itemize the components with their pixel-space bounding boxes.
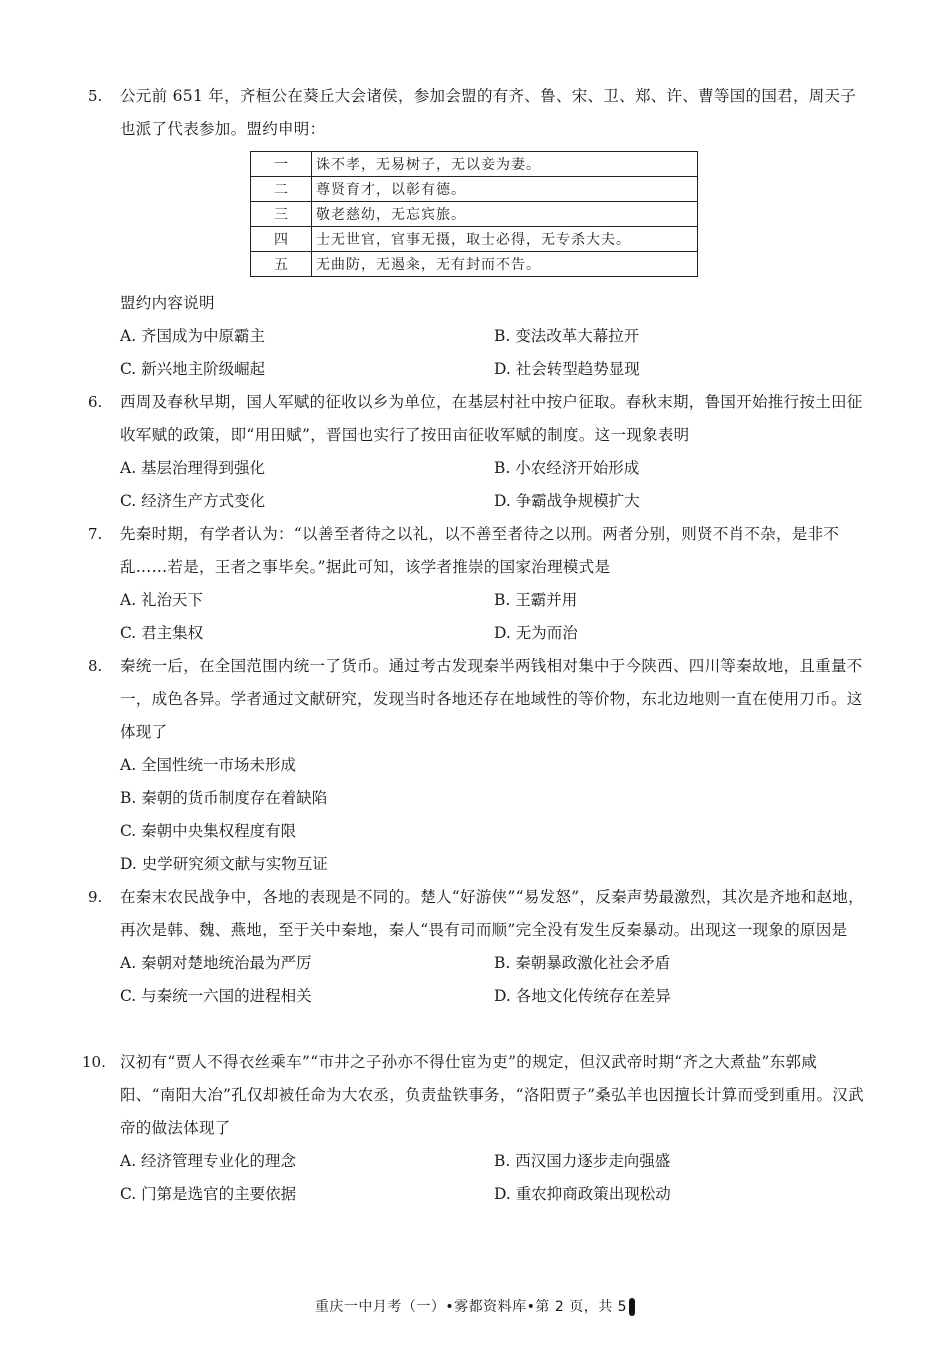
question-number: 9. bbox=[88, 888, 103, 906]
option-a[interactable]: A. 全国性统一市场未形成 bbox=[120, 756, 297, 774]
option-b[interactable]: B. 西汉国力逐步走向强盛 bbox=[494, 1152, 671, 1170]
table-row: 四 士无世官，官事无摄，取士必得，无专杀大夫。 bbox=[251, 227, 698, 252]
question-6 bbox=[88, 386, 868, 518]
option-c[interactable]: C. 君主集权 bbox=[120, 624, 204, 642]
question-number: 10. bbox=[82, 1053, 106, 1071]
option-c[interactable]: C. 与秦统一六国的进程相关 bbox=[120, 987, 312, 1005]
option-c[interactable]: C. 秦朝中央集权程度有限 bbox=[120, 822, 297, 840]
option-d[interactable]: D. 史学研究须文献与实物互证 bbox=[120, 855, 328, 873]
option-b[interactable]: B. 秦朝的货币制度存在着缺陷 bbox=[120, 789, 328, 807]
footer-text: 重庆一中月考（一）•雾都资料库•第 2 页，共 5 bbox=[314, 1299, 628, 1315]
question-5 bbox=[88, 80, 868, 146]
question-number: 8. bbox=[88, 657, 103, 675]
option-c[interactable]: C. 经济生产方式变化 bbox=[120, 492, 266, 510]
question-9 bbox=[88, 881, 868, 1013]
question-number: 5. bbox=[88, 87, 103, 105]
question-5-options bbox=[88, 287, 868, 386]
option-a[interactable]: A. 秦朝对楚地统治最为严厉 bbox=[120, 954, 312, 972]
question-stem: 在秦末农民战争中，各地的表现是不同的。楚人“好游侠”“易发怒”，反秦声势最激烈，其次是齐地和赵地，再次是韩、魏、燕地，至于关中秦地，秦人“畏有司而顺”完全没有发生反秦暴动。出现这一现象的原因是 bbox=[120, 888, 864, 939]
page-edge-mark bbox=[629, 1298, 635, 1316]
question-stem: 汉初有“贾人不得衣丝乘车”“市井之子孙亦不得仕宦为吏”的规定，但汉武帝时期“齐之大煮盐”东郭咸阳、“南阳大冶”孔仅却被任命为大农丞，负责盐铁事务，“洛阳贾子”桑弘羊也因擅长计算而受到重用。汉武帝的做法体现了 bbox=[120, 1053, 864, 1137]
table-row: 二 尊贤育才，以彰有德。 bbox=[251, 177, 698, 202]
option-a[interactable]: A. 礼治天下 bbox=[120, 591, 204, 609]
question-8 bbox=[88, 650, 868, 881]
question-stem: 先秦时期，有学者认为：“以善至者待之以礼，以不善至者待之以刑。两者分别，则贤不肖不杂，是非不乱……若是，王者之事毕矣。”据此可知，该学者推崇的国家治理模式是 bbox=[120, 525, 840, 576]
question-stem: 秦统一后，在全国范围内统一了货币。通过考古发现秦半两钱相对集中于今陕西、四川等秦故地，且重量不一，成色各异。学者通过文献研究，发现当时各地还存在地域性的等价物，东北边地则一直在使用刀币。这体现了 bbox=[120, 657, 863, 741]
question-stem: 公元前 651 年，齐桓公在葵丘大会诸侯，参加会盟的有齐、鲁、宋、卫、郑、许、曹等国的国君，周天子也派了代表参加。盟约申明： bbox=[120, 87, 857, 138]
option-d[interactable]: D. 重农抑商政策出现松动 bbox=[494, 1185, 671, 1203]
pledge-table bbox=[250, 151, 698, 277]
question-10 bbox=[82, 1046, 868, 1211]
question-number: 6. bbox=[88, 393, 103, 411]
option-b[interactable]: B. 秦朝暴政激化社会矛盾 bbox=[494, 954, 671, 972]
option-d[interactable]: D. 无为而治 bbox=[494, 624, 578, 642]
question-stem-tail: 盟约内容说明 bbox=[120, 294, 215, 312]
option-c[interactable]: C. 新兴地主阶级崛起 bbox=[120, 360, 266, 378]
page-footer bbox=[0, 1296, 950, 1316]
option-d[interactable]: D. 各地文化传统存在差异 bbox=[494, 987, 671, 1005]
table-row: 一 诛不孝，无易树子，无以妾为妻。 bbox=[251, 152, 698, 177]
question-number: 7. bbox=[88, 525, 103, 543]
option-b[interactable]: B. 王霸并用 bbox=[494, 591, 578, 609]
option-b[interactable]: B. 变法改革大幕拉开 bbox=[494, 327, 640, 345]
table-row: 三 敬老慈幼，无忘宾旅。 bbox=[251, 202, 698, 227]
option-d[interactable]: D. 争霸战争规模扩大 bbox=[494, 492, 640, 510]
option-d[interactable]: D. 社会转型趋势显现 bbox=[494, 360, 640, 378]
table-row: 五 无曲防，无遏籴，无有封而不告。 bbox=[251, 252, 698, 277]
option-a[interactable]: A. 基层治理得到强化 bbox=[120, 459, 266, 477]
question-7 bbox=[88, 518, 868, 650]
option-b[interactable]: B. 小农经济开始形成 bbox=[494, 459, 640, 477]
question-stem: 西周及春秋早期，国人军赋的征收以乡为单位，在基层村社中按户征取。春秋末期，鲁国开始推行按土田征收军赋的政策，即“用田赋”，晋国也实行了按田亩征收军赋的制度。这一现象表明 bbox=[120, 393, 863, 444]
option-a[interactable]: A. 齐国成为中原霸主 bbox=[120, 327, 266, 345]
option-a[interactable]: A. 经济管理专业化的理念 bbox=[120, 1152, 297, 1170]
option-c[interactable]: C. 门第是选官的主要依据 bbox=[120, 1185, 297, 1203]
